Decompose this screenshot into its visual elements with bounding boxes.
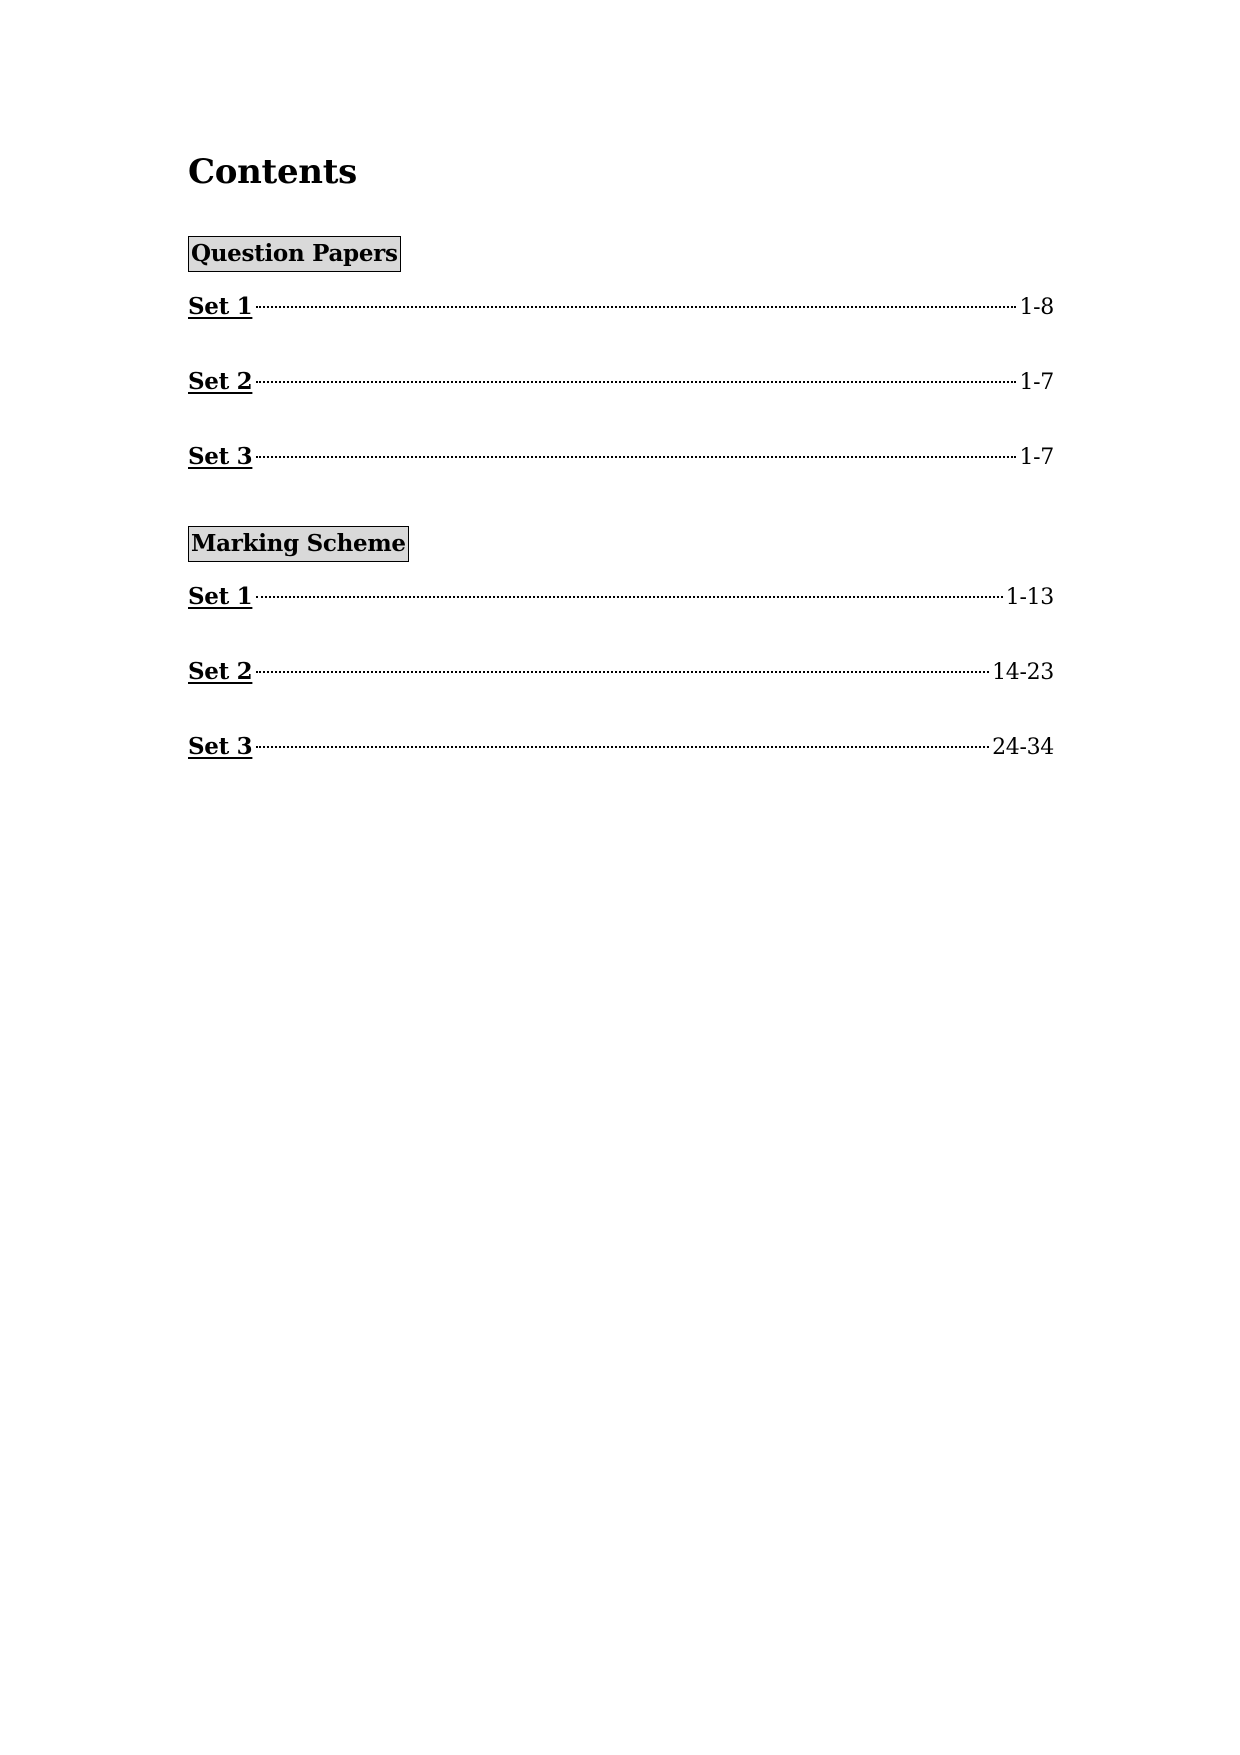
page-title: Contents <box>188 152 357 192</box>
toc-entry[interactable] <box>188 367 1054 397</box>
toc-entry-label[interactable]: Set 2 <box>188 368 253 395</box>
section-heading-container <box>188 234 1054 274</box>
toc-entry-pages: 14-23 <box>992 660 1054 685</box>
section-heading: Question Papers <box>188 236 401 272</box>
toc-entry-label[interactable]: Set 1 <box>188 293 253 320</box>
toc-entry-pages: 1-8 <box>1019 295 1054 320</box>
section-heading: Marking Scheme <box>188 526 409 562</box>
dot-leader <box>256 306 1016 308</box>
toc-entry-pages: 24-34 <box>992 735 1054 760</box>
section-question-papers <box>188 234 1054 472</box>
dot-leader <box>256 596 1002 598</box>
toc-entry-pages: 1-7 <box>1019 370 1054 395</box>
toc-entry[interactable] <box>188 442 1054 472</box>
toc-entry-label[interactable]: Set 2 <box>188 658 253 685</box>
toc-entry[interactable] <box>188 292 1054 322</box>
dot-leader <box>256 456 1016 458</box>
toc-entry[interactable] <box>188 657 1054 687</box>
dot-leader <box>256 746 989 748</box>
dot-leader <box>256 381 1016 383</box>
toc-entry-pages: 1-13 <box>1005 585 1054 610</box>
section-marking-scheme <box>188 524 1054 762</box>
toc-entry-label[interactable]: Set 3 <box>188 443 253 470</box>
toc-entry-label[interactable]: Set 1 <box>188 583 253 610</box>
toc-entry[interactable] <box>188 582 1054 612</box>
toc-entry-label[interactable]: Set 3 <box>188 733 253 760</box>
dot-leader <box>256 671 989 673</box>
toc-entry-pages: 1-7 <box>1019 445 1054 470</box>
section-heading-container <box>188 524 1054 564</box>
toc-entry[interactable] <box>188 732 1054 762</box>
contents-page <box>188 148 1054 762</box>
